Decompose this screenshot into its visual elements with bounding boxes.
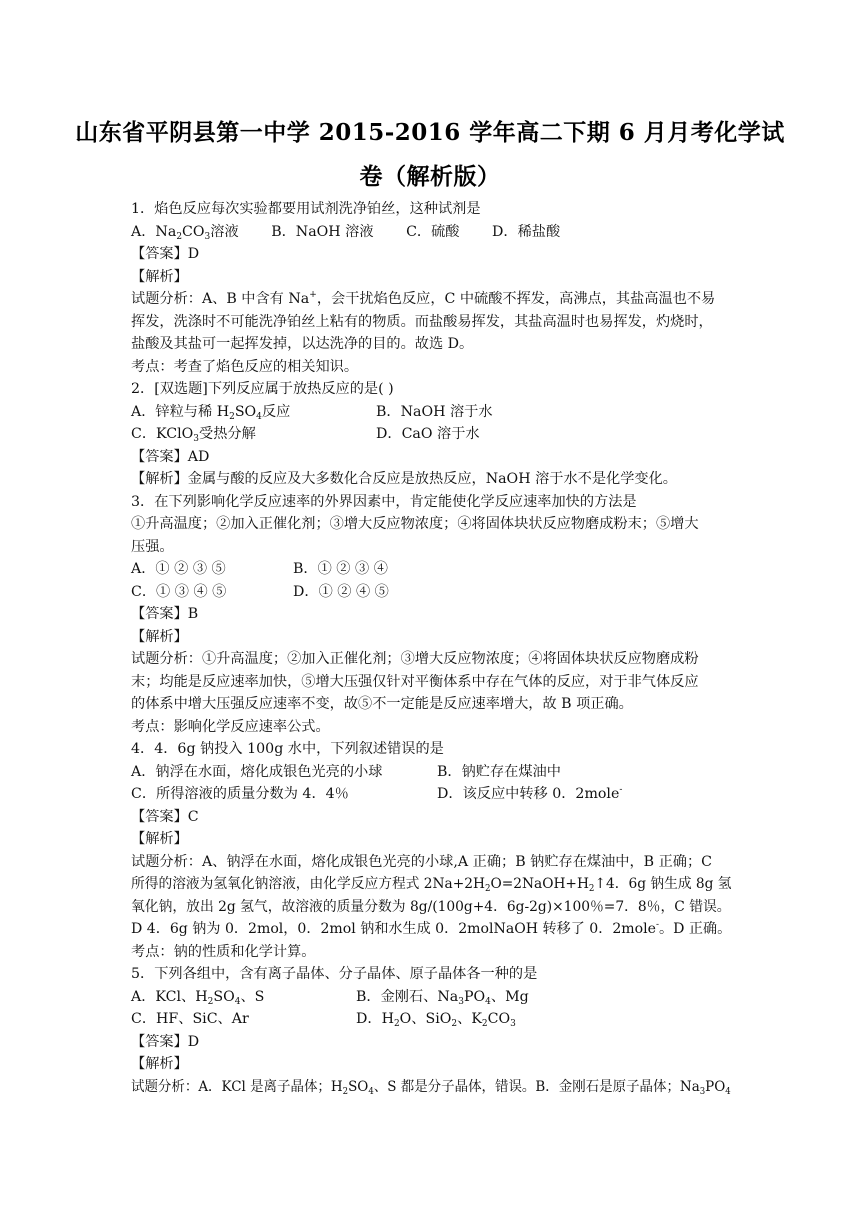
option-b: B．NaOH 溶液 bbox=[271, 223, 374, 240]
option-d: D．$H_2O$、SiO$_2$、$K_2CO_3$ bbox=[356, 1011, 516, 1029]
option-b: B．钠贮存在煤油中 bbox=[437, 763, 561, 780]
option-d: D．稀盐酸 bbox=[492, 223, 561, 240]
question-1-stem: 1．焰色反应每次实验都要用试剂洗净铂丝，这种试剂是 bbox=[131, 201, 481, 217]
analysis-line: 末；均能是反应速率加快，⑤增大压强仅针对平衡体系中存在气体的反应，对于非气体反应 bbox=[131, 673, 699, 690]
document-body bbox=[131, 198, 731, 1098]
answer: 【答案】C bbox=[131, 808, 199, 825]
option-c: C．① ③ ④ ⑤ bbox=[131, 583, 227, 600]
question-1-options bbox=[131, 221, 731, 244]
knowledge-point: 考点：影响化学反应速率公式。 bbox=[131, 718, 330, 735]
question-5-options-row-2 bbox=[131, 1008, 731, 1031]
analysis-line: 【解析】金属与酸的反应及大多数化合反应是放热反应，NaOH 溶于水不是化学变化。 bbox=[131, 471, 677, 487]
answer: 【答案】D bbox=[131, 1033, 200, 1050]
analysis-line: 试题分析：A、钠浮在水面，熔化成银色光亮的小球,A 正确；B 钠贮存在煤油中，B 正确；C bbox=[131, 853, 712, 870]
option-d: D．① ② ④ ⑤ bbox=[293, 583, 389, 600]
option-a: A．KCl、$H_2SO_4$、S bbox=[131, 988, 265, 1007]
question-2-stem: 2．[双选题]下列反应属于放热反应的是( ) bbox=[131, 381, 394, 397]
option-a: A．锌粒与稀 $H_2SO_4$反应 bbox=[131, 403, 291, 422]
analysis-label: 【解析】 bbox=[131, 1056, 188, 1072]
answer: 【答案】D bbox=[131, 246, 200, 262]
option-b: B．NaOH 溶于水 bbox=[376, 403, 493, 420]
analysis-line: D 4．6g 钠为 0．2mol，0．2mol 钠和水生成 0．2molNaOH 转移了 0．2mole-。D 正确。 bbox=[131, 920, 732, 937]
analysis-label: 【解析】 bbox=[131, 268, 188, 285]
analysis-line: 试题分析：A．KCl 是离子晶体；$H_2SO_4$、S 都是分子晶体，错误。B．金刚石是原子晶体；$Na_3PO_4$ bbox=[131, 1078, 731, 1097]
page-title-line-1: 山东省平阴县第一中学 2015-2016 学年高二下期 6 月月考化学试 bbox=[75, 119, 785, 146]
question-5-options-row-1 bbox=[131, 986, 731, 1009]
answer: 【答案】B bbox=[131, 606, 199, 622]
option-d: D．该反应中转移 0．2mole- bbox=[437, 785, 623, 802]
question-3-stem: 3．在下列影响化学反应速率的外界因素中，肯定能使化学反应速率加快的方法是 bbox=[131, 493, 637, 510]
question-2-options-row-2 bbox=[131, 423, 731, 446]
analysis-line: 的体系中增大压强反应速率不变，故⑤不一定能是反应速率增大，故 B 项正确。 bbox=[131, 696, 633, 712]
analysis-line: 挥发，洗涤时不可能洗净铂丝上粘有的物质。而盐酸易挥发，其盐高温时也易挥发，灼烧时， bbox=[131, 313, 713, 330]
option-c: C．HF、SiC、Ar bbox=[131, 1011, 249, 1027]
option-c: C．KClO$_3$受热分解 bbox=[131, 426, 256, 444]
question-3-options-row-2 bbox=[131, 581, 731, 604]
option-a: A．$Na_2CO_3$溶液 bbox=[131, 223, 239, 242]
analysis-line: 试题分析：A、B 中含有 Na+，会干扰焰色反应，C 中硫酸不挥发，高沸点，其盐高温也不易 bbox=[131, 290, 716, 307]
option-c: C．所得溶液的质量分数为 4．4％ bbox=[131, 786, 349, 802]
question-2-options-row-1 bbox=[131, 401, 731, 424]
question-4-options-row-2 bbox=[131, 783, 731, 806]
option-b: B．① ② ③ ④ bbox=[293, 561, 388, 577]
knowledge-point: 考点：考查了焰色反应的相关知识。 bbox=[131, 358, 359, 375]
option-a: A．钠浮在水面，熔化成银色光亮的小球 bbox=[131, 763, 383, 780]
question-4-stem: 4．4．6g 钠投入 100g 水中，下列叙述错误的是 bbox=[131, 741, 444, 757]
question-3-options-row-1 bbox=[131, 558, 731, 581]
answer: 【答案】AD bbox=[131, 448, 210, 465]
analysis-line: 盐酸及其盐可一起挥发掉，以达洗净的目的。故选 D。 bbox=[131, 336, 474, 352]
question-4-options-row-1 bbox=[131, 761, 731, 784]
knowledge-point: 考点：钠的性质和化学计算。 bbox=[131, 943, 316, 960]
question-3-conditions: ①升高温度；②加入正催化剂；③增大反应物浓度；④将固体块状反应物磨成粉末；⑤增大 bbox=[131, 516, 699, 532]
analysis-line: 氧化钠，放出 2g 氢气，故溶液的质量分数为 8g/(100g+4．6g-2g)×100％=7．8％，C 错误。 bbox=[131, 898, 731, 915]
option-c: C．硫酸 bbox=[406, 223, 460, 240]
question-5-stem: 5．下列各组中，含有离子晶体、分子晶体、原子晶体各一种的是 bbox=[131, 966, 538, 982]
question-3-conditions: 压强。 bbox=[131, 538, 174, 555]
analysis-line: 试题分析：①升高温度；②加入正催化剂；③增大反应物浓度；④将固体块状反应物磨成粉 bbox=[131, 651, 699, 667]
option-d: D．CaO 溶于水 bbox=[376, 426, 480, 442]
option-a: A．① ② ③ ⑤ bbox=[131, 561, 226, 577]
analysis-label: 【解析】 bbox=[131, 628, 188, 645]
option-b: B．金刚石、$Na_3PO_4$、Mg bbox=[356, 988, 529, 1007]
page-title-line-2: 卷（解析版） bbox=[359, 163, 501, 190]
analysis-line: 所得的溶液为氢氧化钠溶液，由化学反应方程式 $2Na+2H_2O=2NaOH+H_2↑4$．6g 钠生成 8g 氢 bbox=[131, 876, 732, 894]
analysis-label: 【解析】 bbox=[131, 831, 188, 847]
